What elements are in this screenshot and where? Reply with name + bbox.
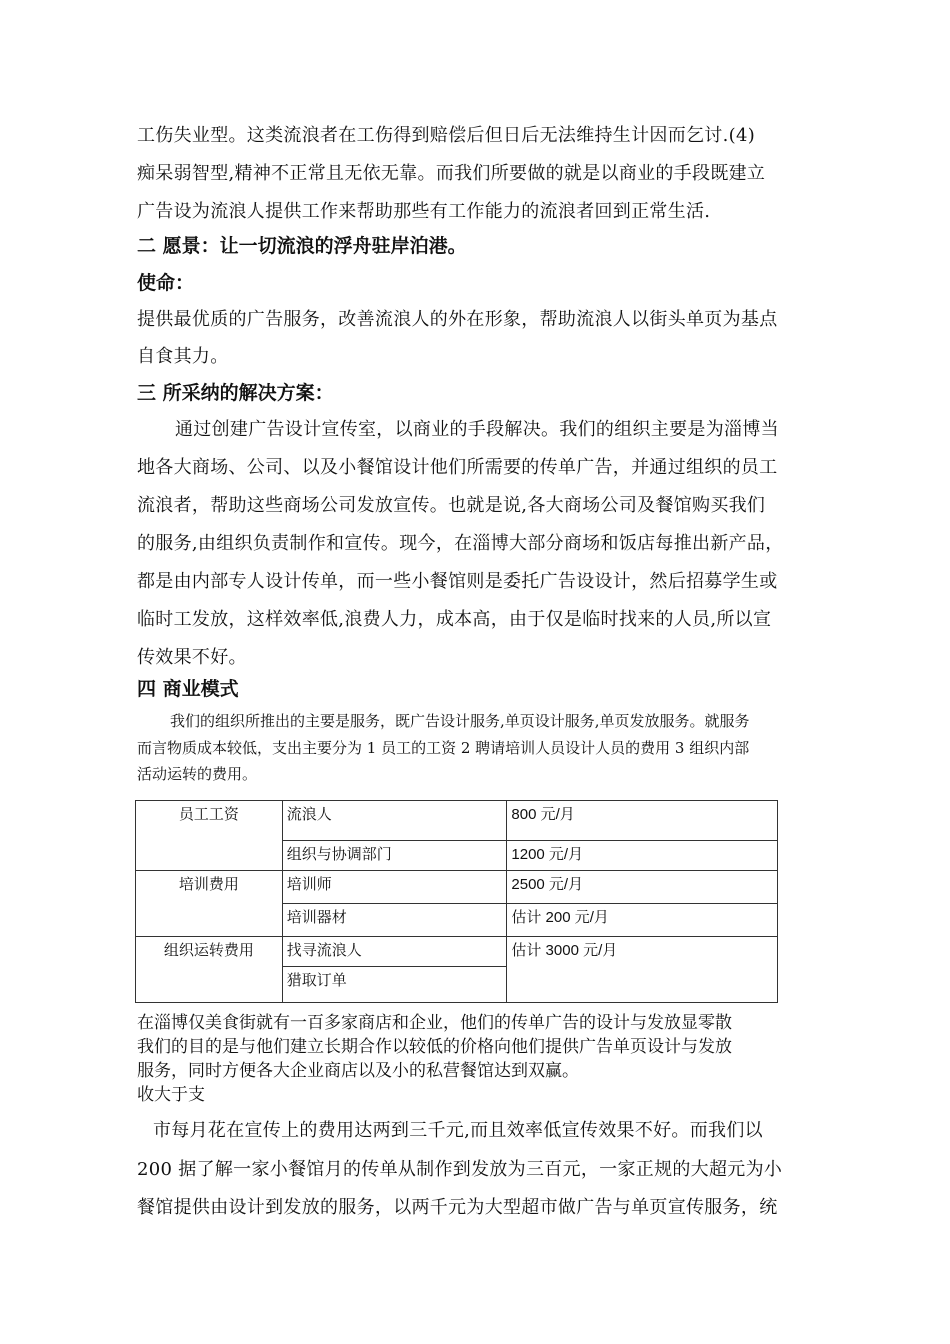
- section-3-line-7: 传效果不好。: [137, 647, 247, 668]
- after-table-line-3: 服务，同时方便各大企业商店以及小的私营餐馆达到双赢。: [137, 1061, 579, 1081]
- cost-cell: 1200 元/月: [507, 841, 778, 871]
- category-cell: 培训费用: [136, 871, 283, 937]
- item-cell: 流浪人: [282, 801, 507, 841]
- section-3-line-3: 流浪者，帮助这些商场公司发放宣传。也就是说,各大商场公司及餐馆购买我们: [137, 495, 766, 516]
- paragraph-1-line-2: 痴呆弱智型,精神不正常且无依无靠。而我们所要做的就是以商业的手段既建立: [137, 163, 766, 184]
- cost-cell: 800 元/月: [507, 801, 778, 841]
- mission-heading: 使命：: [137, 272, 195, 294]
- section-4-line-2: 而言物质成本较低，支出主要分为 1 员工的工资 2 聘请培训人员设计人员的费用 3 组织内部: [137, 739, 750, 757]
- final-line-3: 餐馆提供由设计到发放的服务，以两千元为大型超市做广告与单页宣传服务，统: [137, 1197, 778, 1218]
- item-cell: 猎取订单: [282, 967, 507, 1003]
- section-3-line-6: 临时工发放，这样效率低,浪费人力，成本高，由于仅是临时找来的人员,所以宣: [137, 609, 772, 630]
- section-3-line-5: 都是由内部专人设计传单，而一些小餐馆则是委托广告设设计，然后招募学生或: [137, 571, 778, 592]
- final-line-2: 200 据了解一家小餐馆月的传单从制作到发放为三百元，一家正规的大超元为小: [137, 1159, 783, 1180]
- cost-cell: 2500 元/月: [507, 871, 778, 904]
- item-cell: 组织与协调部门: [282, 841, 507, 871]
- cost-cell: 估计 200 元/月: [507, 904, 778, 937]
- paragraph-1-line-3: 广告设为流浪人提供工作来帮助那些有工作能力的流浪者回到正常生活.: [137, 201, 711, 222]
- section-2-heading: 二 愿景：让一切流浪的浮舟驻岸泊港。: [137, 235, 467, 257]
- section-3-line-4: 的服务,由组织负责制作和宣传。现今，在淄博大部分商场和饭店每推出新产品，: [137, 533, 784, 554]
- cost-cell: 估计 3000 元/月: [507, 937, 778, 1003]
- after-table-line-2: 我们的目的是与他们建立长期合作以较低的价格向他们提供广告单页设计与发放: [137, 1037, 732, 1057]
- mission-line-2: 自食其力。: [137, 346, 229, 367]
- section-3-line-1: 通过创建广告设计宣传室，以商业的手段解决。我们的组织主要是为淄博当: [175, 419, 779, 440]
- table-row: [136, 801, 778, 841]
- cost-table: [135, 800, 778, 1003]
- section-3-heading: 三 所采纳的解决方案：: [137, 382, 334, 404]
- section-4-line-1: 我们的组织所推出的主要是服务，既广告设计服务,单页设计服务,单页发放服务。就服务: [170, 712, 750, 730]
- item-cell: 找寻流浪人: [282, 937, 507, 967]
- table-row: [136, 937, 778, 967]
- category-cell: 员工工资: [136, 801, 283, 871]
- item-cell: 培训师: [282, 871, 507, 904]
- final-line-1: 市每月花在宣传上的费用达两到三千元,而且效率低宣传效果不好。而我们以: [153, 1120, 763, 1141]
- section-4-line-3: 活动运转的费用。: [137, 765, 258, 783]
- paragraph-1-line-1: 工伤失业型。这类流浪者在工伤得到赔偿后但日后无法维持生计因而乞讨.(4): [137, 125, 756, 146]
- mission-line-1: 提供最优质的广告服务，改善流浪人的外在形象，帮助流浪人以街头单页为基点: [137, 309, 778, 330]
- section-3-line-2: 地各大商场、公司、以及小餐馆设计他们所需要的传单广告，并通过组织的员工: [137, 457, 778, 478]
- after-table-line-4: 收大于支: [137, 1085, 205, 1105]
- section-4-heading: 四 商业模式: [137, 678, 239, 700]
- category-cell: 组织运转费用: [136, 937, 283, 1003]
- table-row: [136, 871, 778, 904]
- after-table-line-1: 在淄博仅美食街就有一百多家商店和企业，他们的传单广告的设计与发放显零散: [137, 1013, 732, 1033]
- item-cell: 培训器材: [282, 904, 507, 937]
